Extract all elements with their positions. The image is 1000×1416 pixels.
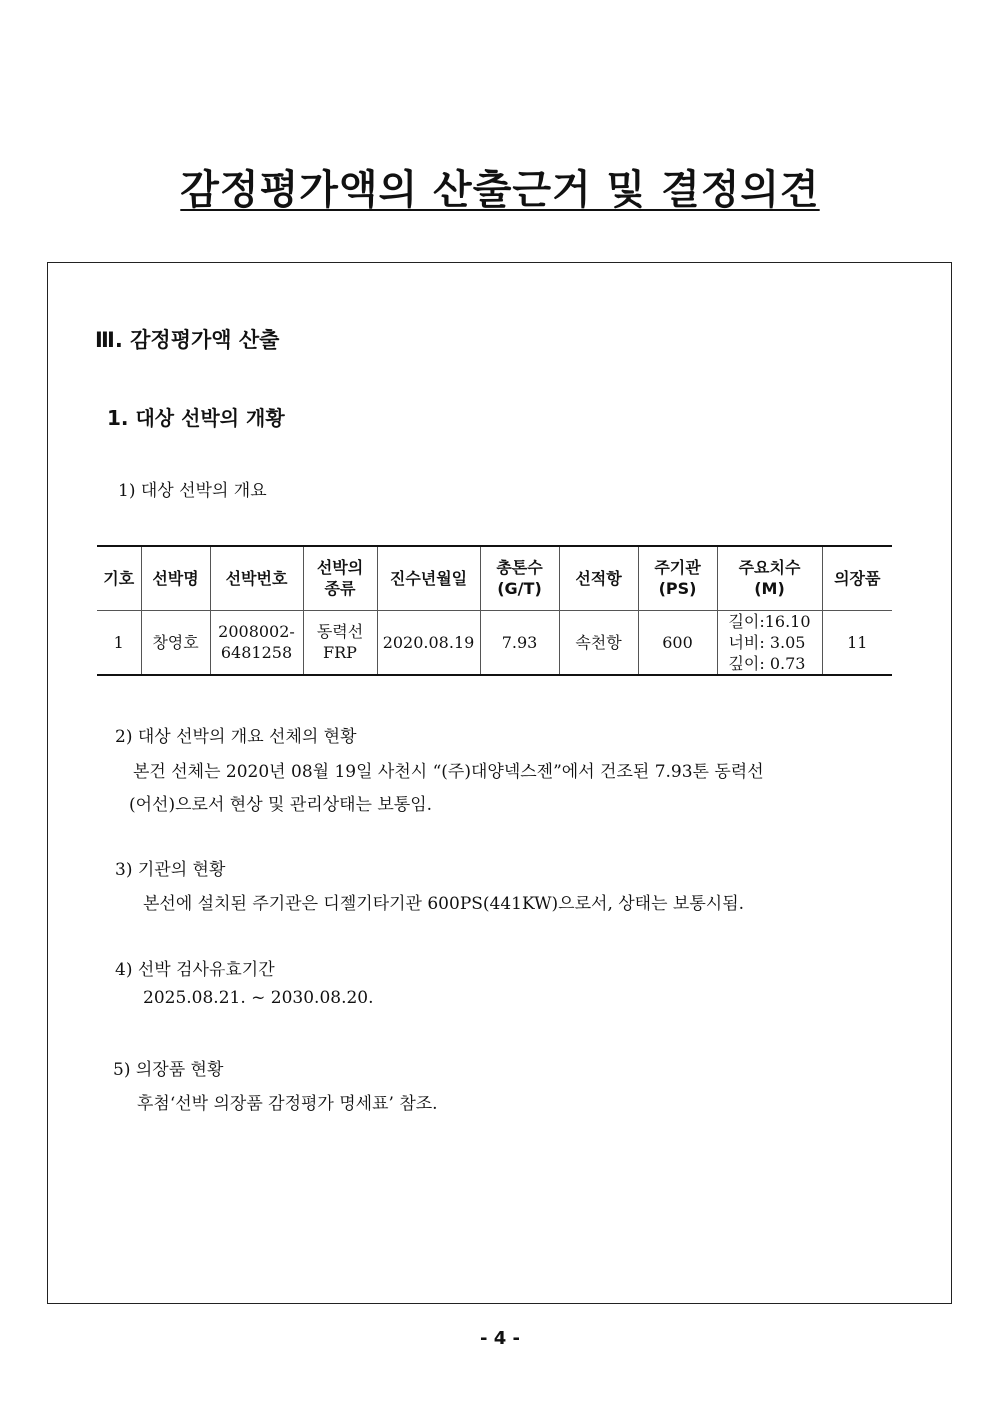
header-cell xyxy=(559,546,638,610)
header-cell xyxy=(638,546,717,610)
ship-number-line1: 2008002- xyxy=(218,622,295,641)
table-row xyxy=(97,610,892,675)
header-cell xyxy=(97,546,141,610)
dim-depth: 깊이: 0.73 xyxy=(728,653,806,673)
header-line: 종류 xyxy=(324,579,356,599)
item4-line1: 2025.08.21. ~ 2030.08.20. xyxy=(143,988,374,1008)
cell-gross-tonnage: 7.93 xyxy=(480,610,559,675)
header-line: 선박명 xyxy=(152,568,199,588)
cell-engine: 600 xyxy=(638,610,717,675)
cell-ship-type xyxy=(303,610,377,675)
header-line: (PS) xyxy=(658,579,697,599)
header-line: 선적항 xyxy=(575,568,622,588)
header-cell xyxy=(303,546,377,610)
document-title: 감정평가액의 산출근거 및 결정의견 xyxy=(180,167,820,213)
page-number: - 4 - xyxy=(480,1328,520,1349)
header-line: 기호 xyxy=(103,568,135,588)
header-line: 주요치수 xyxy=(738,558,801,578)
cell-equipment: 11 xyxy=(822,610,892,675)
cell-ship-number xyxy=(210,610,303,675)
cell-ship-name: 창영호 xyxy=(141,610,210,675)
header-cell xyxy=(377,546,480,610)
section-heading: Ⅲ. 감정평가액 산출 xyxy=(95,328,280,352)
table-header-row xyxy=(97,546,892,610)
header-cell xyxy=(822,546,892,610)
header-cell xyxy=(210,546,303,610)
item1-heading: 1) 대상 선박의 개요 xyxy=(118,481,267,501)
header-line: 선박의 xyxy=(316,558,364,578)
item4-heading: 4) 선박 검사유효기간 xyxy=(115,960,275,980)
cell-launch-date: 2020.08.19 xyxy=(377,610,480,675)
item2-heading: 2) 대상 선박의 개요 선체의 현황 xyxy=(115,727,357,747)
header-line: 선박번호 xyxy=(225,568,288,588)
header-line: 의장품 xyxy=(834,568,881,588)
ship-overview-table xyxy=(97,545,892,676)
dim-length: 길이:16.10 xyxy=(728,611,811,631)
cell-no: 1 xyxy=(97,610,141,675)
cell-dimensions xyxy=(717,610,822,675)
ship-type-line2: FRP xyxy=(323,643,357,662)
header-cell xyxy=(480,546,559,610)
dim-width: 너비: 3.05 xyxy=(728,632,806,652)
header-line: (G/T) xyxy=(497,579,542,599)
header-cell xyxy=(141,546,210,610)
ship-type-line1: 동력선 xyxy=(316,622,364,641)
header-line: 진수년월일 xyxy=(389,568,468,588)
item2-line2: (어선)으로서 현상 및 관리상태는 보통임. xyxy=(129,795,433,815)
ship-number-line2: 6481258 xyxy=(220,643,293,662)
header-cell xyxy=(717,546,822,610)
header-line: 주기관 xyxy=(654,558,701,578)
cell-port: 속천항 xyxy=(559,610,638,675)
item2-line1: 본건 선체는 2020년 08월 19일 사천시 “(주)대양넥스젠”에서 건조된 7.93톤 동력선 xyxy=(133,762,764,782)
item5-heading: 5) 의장품 현황 xyxy=(113,1060,224,1080)
dimensions-block xyxy=(728,611,810,674)
header-line: 총톤수 xyxy=(496,558,543,578)
item5-line1: 후첨‘선박 의장품 감정평가 명세표’ 참조. xyxy=(137,1094,438,1114)
item3-line1: 본선에 설치된 주기관은 디젤기타기관 600PS(441KW)으로서, 상태는 보통시됨. xyxy=(143,894,745,914)
header-line: (M) xyxy=(754,579,785,599)
item3-heading: 3) 기관의 현황 xyxy=(115,860,226,880)
subsection-heading: 1. 대상 선박의 개황 xyxy=(107,406,285,430)
